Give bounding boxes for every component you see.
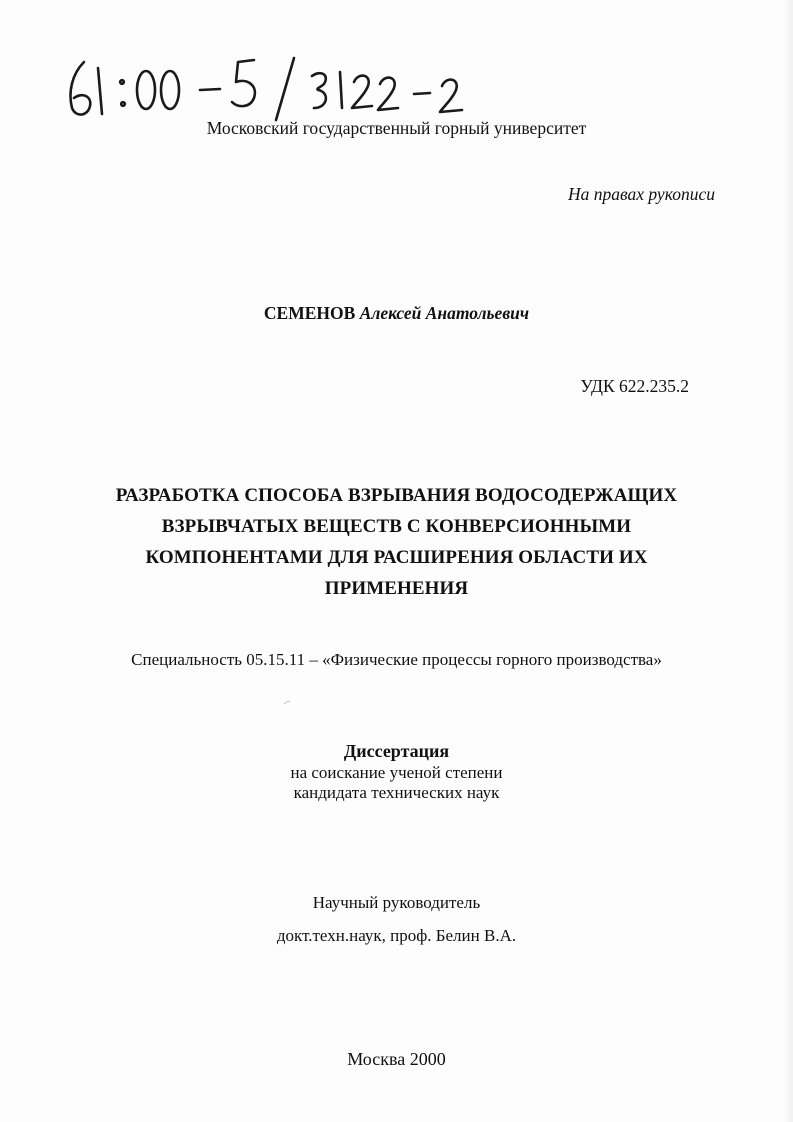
supervisor-name: докт.техн.наук, проф. Белин В.А. <box>276 926 517 945</box>
handwritten-archive-code <box>62 52 482 122</box>
title-line: ВЗРЫВЧАТЫХ ВЕЩЕСТВ С КОНВЕРСИОННЫМИ <box>161 516 632 537</box>
university-name: Московский государственный горный университет <box>206 118 587 138</box>
author-surname: СЕМЕНОВ <box>263 303 356 323</box>
dissertation-title <box>0 480 793 604</box>
title-line: РАЗРАБОТКА СПОСОБА ВЗРЫВАНИЯ ВОДОСОДЕРЖАЩИХ <box>115 485 678 506</box>
title-line: КОМПОНЕНТАМИ ДЛЯ РАСШИРЕНИЯ ОБЛАСТИ ИХ <box>145 547 648 568</box>
author-name <box>0 303 793 324</box>
specialty-line: Специальность 05.15.11 – «Физические процессы горного производства» <box>131 650 662 669</box>
rights-notice: На правах рукописи <box>568 184 715 204</box>
author-given-names: Алексей Анатольевич <box>359 303 530 323</box>
city-year: Москва 2000 <box>347 1049 446 1069</box>
title-line: ПРИМЕНЕНИЯ <box>324 578 469 599</box>
dissertation-label: Диссертация <box>343 741 450 761</box>
supervisor-label: Научный руководитель <box>312 893 481 912</box>
udk-code: УДК 622.235.2 <box>580 376 689 396</box>
degree-line-1: на соискание ученой степени <box>290 763 503 782</box>
scan-edge-shadow <box>783 0 793 1122</box>
handwritten-code-drawing <box>62 52 482 122</box>
scan-speck <box>283 698 291 706</box>
degree-line-2: кандидата технических наук <box>293 783 500 802</box>
